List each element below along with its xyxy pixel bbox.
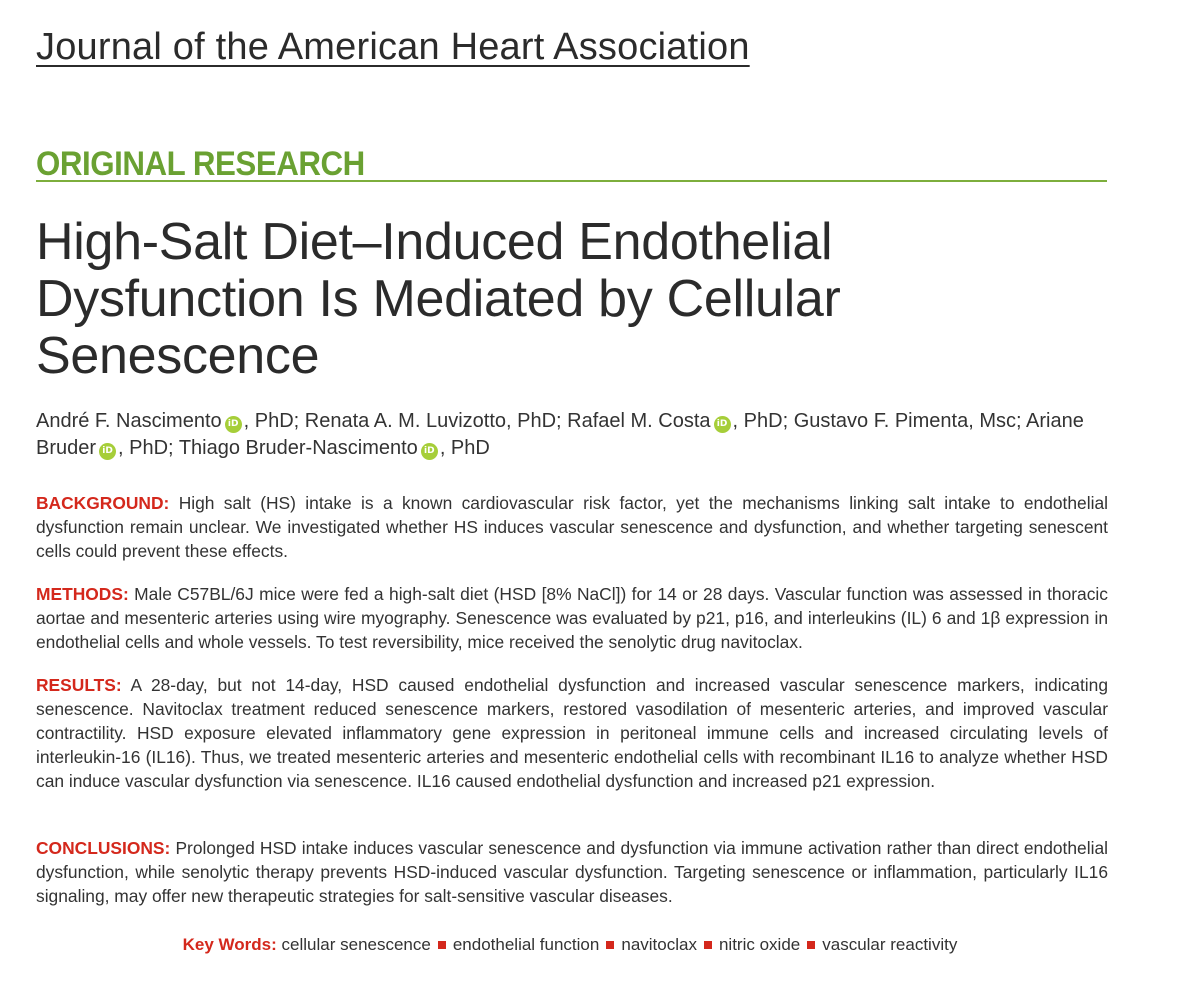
- article-title: High-Salt Diet–Induced Endothelial Dysfunction Is Mediated by Cellular Senescence: [36, 213, 841, 385]
- section-header: [36, 140, 1107, 182]
- methods-heading: METHODS:: [36, 584, 129, 604]
- keyword-separator-icon: [606, 941, 614, 949]
- keyword-separator-icon: [438, 941, 446, 949]
- orcid-icon[interactable]: iD: [99, 443, 116, 460]
- background-heading: BACKGROUND:: [36, 493, 170, 513]
- background-text: High salt (HS) intake is a known cardiovascular risk factor, yet the mechanisms linking salt intake to endothelial dysfunction remain unclear. We investigated whether HS induces vascular senescence and dysfunction, and whether targeting senescent cells could prevent these effects.: [36, 493, 1108, 561]
- abstract-methods: [36, 582, 1108, 654]
- journal-name: Journal of the American Heart Association: [36, 26, 750, 68]
- keyword-separator-icon: [704, 941, 712, 949]
- conclusions-heading: CONCLUSIONS:: [36, 838, 171, 858]
- author-name: Ariane Bruder: [36, 410, 1084, 459]
- results-text: A 28-day, but not 14-day, HSD caused endothelial dysfunction and increased vascular senescence markers, indicating senescence. Navitoclax treatment reduced senescence markers, restored vasodilation of mesenteric arteries, and improved vascular contractility. HSD exposure elevated inflammatory gene expression in peritoneal immune cells and increased circulating levels of interleukin-16 (IL16). Thus, we treated mesenteric arteries and mesenteric endothelial cells with recombinant IL16 to analyze whether HSD can induce vascular dysfunction via senescence. IL16 caused endothelial dysfunction and increased p21 expression.: [36, 675, 1109, 791]
- keyword-item: navitoclax: [621, 935, 697, 954]
- orcid-icon[interactable]: iD: [225, 416, 242, 433]
- author-name: Renata A. M. Luvizotto: [304, 410, 507, 432]
- author-degree: , PhD;: [732, 410, 794, 432]
- keywords: [0, 935, 1140, 955]
- keyword-separator-icon: [807, 941, 815, 949]
- abstract-background: [36, 491, 1108, 563]
- author-list: [36, 408, 1116, 462]
- keywords-label: Key Words:: [182, 935, 277, 954]
- section-label: ORIGINAL RESEARCH: [36, 145, 365, 183]
- keyword-item: nitric oxide: [718, 935, 801, 954]
- keyword-item: endothelial function: [452, 935, 600, 954]
- abstract-results: [36, 673, 1108, 793]
- author-degree: , PhD: [439, 437, 490, 459]
- orcid-icon[interactable]: iD: [421, 443, 438, 460]
- author-degree: , Msc;: [968, 410, 1027, 432]
- results-heading: RESULTS:: [36, 675, 122, 695]
- orcid-icon[interactable]: iD: [714, 416, 731, 433]
- methods-text: Male C57BL/6J mice were fed a high-salt diet (HSD [8% NaCl]) for 14 or 28 days. Vascular function was assessed in thoracic aortae and mesenteric arteries using wire myography. Senescence was evaluated by p21, p16, and interleukins (IL) 6 and 1β expression in endothelial cells and whole vessels. To test reversibility, mice received the senolytic drug navitoclax.: [36, 584, 1108, 652]
- keyword-item: vascular reactivity: [822, 935, 958, 954]
- author-name: André F. Nascimento: [36, 410, 222, 432]
- author-name: Gustavo F. Pimenta: [793, 410, 969, 432]
- abstract-conclusions: [36, 836, 1108, 908]
- author-degree: , PhD;: [118, 437, 179, 459]
- author-name: Rafael M. Costa: [567, 410, 711, 432]
- author-degree: , PhD;: [506, 410, 568, 432]
- keyword-item: cellular senescence: [281, 935, 431, 954]
- author-degree: , PhD;: [243, 410, 305, 432]
- conclusions-text: Prolonged HSD intake induces vascular senescence and dysfunction via immune activation rather than direct endothelial dysfunction, while senolytic therapy prevents HSD-induced vascular dysfunction. Targeting senescence or inflammation, particularly IL16 signaling, may offer new therapeutic strategies for salt-sensitive vascular diseases.: [36, 838, 1108, 906]
- author-name: Thiago Bruder-Nascimento: [178, 437, 418, 459]
